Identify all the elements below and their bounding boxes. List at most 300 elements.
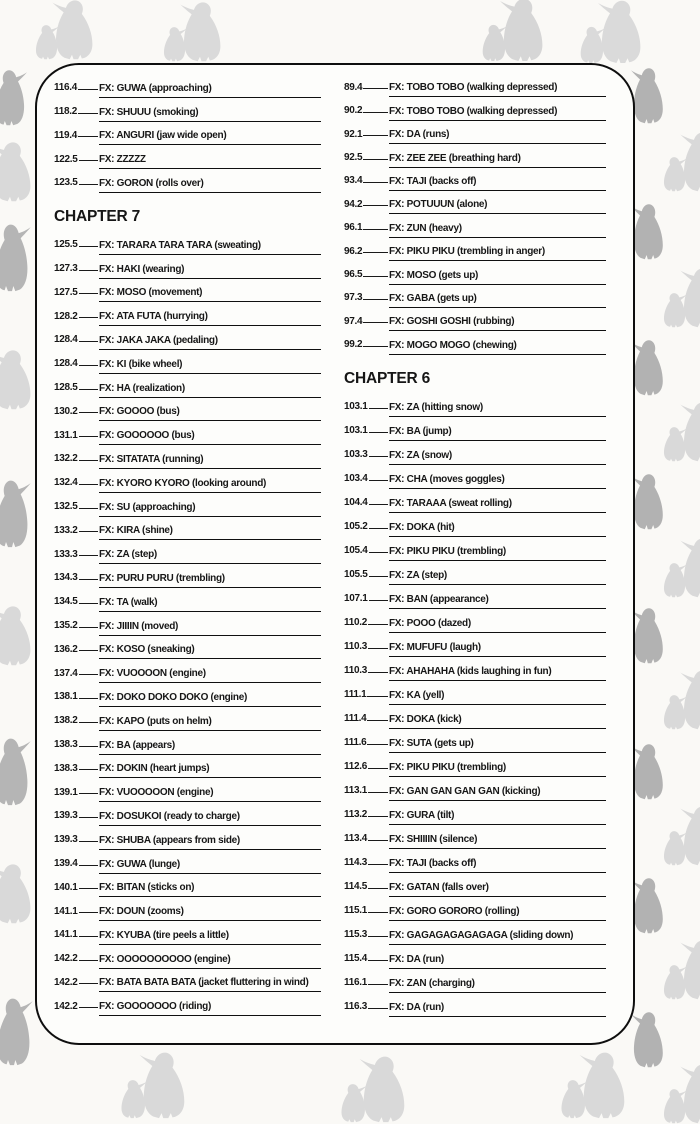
leader-line (79, 365, 98, 366)
page-panel-number: 107.1 (344, 593, 368, 605)
fx-entry-row (344, 945, 606, 969)
leader-line (363, 229, 388, 230)
fx-entry-row (344, 97, 606, 120)
entry-lead (344, 809, 389, 825)
fx-text: FX: DOKA (kick) (389, 714, 606, 729)
fx-entry-row (54, 374, 321, 398)
leader-line (369, 432, 388, 433)
entry-lead (344, 953, 389, 969)
entry-lead (54, 263, 99, 279)
page-panel-number: 125.5 (54, 239, 78, 251)
fx-text: FX: DOUN (zooms) (99, 906, 321, 921)
page-panel-number: 94.2 (344, 198, 363, 210)
page-panel-number: 115.1 (344, 905, 367, 917)
entry-lead (344, 246, 389, 262)
fx-text: FX: DA (run) (389, 1002, 606, 1017)
page-panel-number: 119.4 (54, 129, 77, 141)
fx-text: FX: GOSHI GOSHI (rubbing) (389, 316, 606, 331)
fx-text: FX: TARARA TARA TARA (sweating) (99, 240, 321, 255)
chapter-7-heading: CHAPTER 7 (54, 207, 141, 225)
fx-text: FX: DA (runs) (389, 129, 606, 144)
page-panel-number: 142.2 (54, 953, 78, 965)
leader-line (363, 88, 388, 89)
leader-line (79, 793, 98, 794)
entry-lead (344, 665, 389, 681)
fx-entry-row (344, 191, 606, 214)
page-panel-number: 97.3 (344, 292, 363, 304)
fx-text: FX: OOOOOOOOOO (engine) (99, 954, 321, 969)
fx-entry-row (54, 921, 321, 945)
page-panel-number: 140.1 (54, 881, 78, 893)
entry-lead (54, 477, 99, 493)
entry-lead (344, 881, 389, 897)
leader-line (79, 460, 98, 461)
fx-text: FX: PIKU PIKU (trembling) (389, 762, 606, 777)
entry-lead (344, 977, 389, 993)
fx-entry-row (344, 993, 606, 1017)
page-panel-number: 134.3 (54, 572, 78, 584)
fx-text: FX: ZA (step) (389, 570, 606, 585)
penguin-pair-icon (650, 130, 700, 192)
entry-lead (344, 641, 389, 657)
fx-entry-row (54, 755, 321, 779)
page-panel-number: 105.5 (344, 569, 368, 581)
fx-entry-row (344, 261, 606, 284)
fx-entry-row (54, 778, 321, 802)
entry-lead (344, 833, 389, 849)
page-panel-number: 118.2 (54, 106, 77, 118)
fx-entry-row (344, 489, 606, 513)
fx-text: FX: JIIIIN (moved) (99, 621, 321, 636)
page-panel-number: 128.5 (54, 382, 78, 394)
fx-text: FX: ZAN (charging) (389, 978, 606, 993)
leader-line (363, 252, 388, 253)
penguin-pair-icon (650, 804, 700, 866)
page-panel-number: 105.4 (344, 545, 368, 557)
fx-text: FX: GUWA (lunge) (99, 859, 321, 874)
entry-lead (54, 620, 99, 636)
fx-text: FX: DOKO DOKO DOKO (engine) (99, 692, 321, 707)
page-panel-number: 92.1 (344, 128, 363, 140)
entry-lead (54, 549, 99, 565)
leader-line (79, 698, 98, 699)
page-panel-number: 114.3 (344, 857, 367, 869)
fx-entry-row (54, 74, 321, 98)
entry-lead (344, 152, 389, 168)
leader-line (368, 816, 388, 817)
leader-line (79, 160, 98, 161)
fx-text: FX: DOKIN (heart jumps) (99, 763, 321, 778)
entry-lead (344, 857, 389, 873)
entry-lead (344, 316, 389, 332)
fx-entry-row (344, 729, 606, 753)
leader-line (363, 112, 388, 113)
leader-line (79, 246, 98, 247)
leader-line (78, 113, 98, 114)
leader-line (79, 865, 98, 866)
entry-lead (54, 525, 99, 541)
penguin-pair-icon (0, 140, 32, 202)
fx-entry-row (344, 585, 606, 609)
page-panel-number: 132.5 (54, 501, 78, 513)
page-panel-number: 122.5 (54, 153, 78, 165)
fx-text: FX: TA (walk) (99, 597, 321, 612)
entry-lead (54, 1001, 99, 1017)
entry-lead (54, 501, 99, 517)
fx-text: FX: GAN GAN GAN GAN (kicking) (389, 786, 606, 801)
fx-text: FX: SHIIIIN (silence) (389, 834, 606, 849)
leader-line (78, 136, 98, 137)
fx-entry-row (344, 308, 606, 331)
entry-lead (344, 713, 389, 729)
fx-entry-row (54, 826, 321, 850)
page-panel-number: 116.4 (54, 82, 77, 94)
leader-line (367, 744, 388, 745)
entry-lead (344, 905, 389, 921)
entry-lead (54, 834, 99, 850)
penguin-pair-icon (566, 0, 642, 64)
entry-lead (344, 105, 389, 121)
fx-entry-row (344, 657, 606, 681)
fx-entry-row (54, 350, 321, 374)
leader-line (79, 627, 98, 628)
penguin-pair-icon (650, 668, 700, 730)
page-panel-number: 110.3 (344, 641, 367, 653)
entry-lead (54, 691, 99, 707)
fx-glossary-panel (35, 63, 635, 1045)
fx-text: FX: TARAAA (sweat rolling) (389, 498, 606, 513)
fx-entry-row (54, 731, 321, 755)
entry-lead (344, 929, 389, 945)
leader-line (79, 412, 98, 413)
page-panel-number: 96.2 (344, 245, 363, 257)
page-panel-number: 139.3 (54, 834, 78, 846)
fx-entry-row (54, 122, 321, 146)
fx-entry-row (54, 169, 321, 193)
leader-line (79, 983, 98, 984)
entry-lead (54, 130, 99, 146)
leader-line (368, 864, 388, 865)
fx-entry-row (54, 469, 321, 493)
page-panel-number: 116.3 (344, 1001, 367, 1013)
fx-entry-row (344, 417, 606, 441)
fx-entry-row (344, 633, 606, 657)
leader-line (369, 600, 388, 601)
page-panel-number: 127.5 (54, 286, 78, 298)
penguin-pair-icon (650, 400, 700, 462)
fx-entry-row (344, 513, 606, 537)
fx-entry-row (54, 564, 321, 588)
chapter-6-list (344, 393, 606, 1017)
fx-entry-row (344, 801, 606, 825)
page-panel-number: 110.3 (344, 665, 367, 677)
fx-text: FX: TOBO TOBO (walking depressed) (389, 82, 606, 97)
fx-entry-row (344, 537, 606, 561)
entry-lead (344, 617, 389, 633)
leader-line (78, 89, 98, 90)
fx-text: FX: TAJI (backs off) (389, 858, 606, 873)
entry-lead (344, 1001, 389, 1017)
entry-lead (344, 129, 389, 145)
page-panel-number: 139.3 (54, 810, 78, 822)
fx-entry-row (54, 231, 321, 255)
fx-entry-row (54, 279, 321, 303)
fx-text: FX: GORON (rolls over) (99, 178, 321, 193)
entry-lead (54, 858, 99, 874)
page-panel-number: 142.2 (54, 1000, 78, 1012)
penguin-icon (0, 478, 34, 548)
page-panel-number: 135.2 (54, 620, 78, 632)
fx-text: FX: POTUUUN (alone) (389, 199, 606, 214)
penguin-pair-icon (650, 938, 700, 1000)
page-panel-number: 138.3 (54, 762, 78, 774)
page-panel-number: 139.1 (54, 786, 78, 798)
entry-lead (54, 787, 99, 803)
page-panel-number: 110.2 (344, 617, 367, 629)
fx-entry-row (54, 493, 321, 517)
leader-line (79, 579, 98, 580)
page-panel-number: 130.2 (54, 405, 78, 417)
page-panel-number: 114.5 (344, 881, 367, 893)
fx-entry-row (344, 144, 606, 167)
fx-text: FX: TOBO TOBO (walking depressed) (389, 106, 606, 121)
leader-line (363, 159, 388, 160)
fx-entry-row (344, 238, 606, 261)
fx-text: FX: MOSO (gets up) (389, 270, 606, 285)
leader-line (368, 1008, 388, 1009)
leader-line (363, 322, 388, 323)
fx-entry-row (54, 517, 321, 541)
entry-lead (54, 358, 99, 374)
entry-lead (54, 382, 99, 398)
chapter-7-list (54, 231, 321, 1016)
fx-entry-row (344, 897, 606, 921)
entry-lead (54, 287, 99, 303)
entry-lead (344, 521, 389, 537)
fx-entry-row (54, 683, 321, 707)
entry-lead (344, 339, 389, 355)
leader-line (79, 1007, 98, 1008)
page-panel-number: 128.2 (54, 310, 78, 322)
chapter-6-heading: CHAPTER 6 (344, 369, 431, 387)
page-panel-number: 103.3 (344, 449, 368, 461)
entry-lead (344, 425, 389, 441)
page-panel-number: 96.1 (344, 222, 363, 234)
entry-lead (344, 761, 389, 777)
entry-lead (344, 82, 389, 98)
leader-line (79, 960, 98, 961)
fx-text: FX: SHUUU (smoking) (99, 107, 321, 122)
entry-lead (54, 906, 99, 922)
entry-lead (344, 292, 389, 308)
leader-line (79, 674, 98, 675)
entry-lead (54, 334, 99, 350)
entry-lead (344, 545, 389, 561)
page-panel-number: 103.1 (344, 401, 368, 413)
fx-entry-row (54, 612, 321, 636)
leader-line (363, 276, 388, 277)
leader-line (79, 841, 98, 842)
leader-line (79, 389, 98, 390)
leader-line (363, 299, 388, 300)
fx-entry-row (54, 445, 321, 469)
leader-line (363, 205, 388, 206)
page-panel-number: 113.4 (344, 833, 367, 845)
fx-entry-row (54, 540, 321, 564)
leader-line (369, 504, 388, 505)
entry-lead (54, 715, 99, 731)
fx-text: FX: TAJI (backs off) (389, 176, 606, 191)
fx-text: FX: DOSUKOI (ready to charge) (99, 811, 321, 826)
right-pre-chapter-list (344, 74, 606, 355)
leader-line (367, 696, 388, 697)
leader-line (79, 722, 98, 723)
page-panel-number: 138.3 (54, 739, 78, 751)
page-panel-number: 92.5 (344, 152, 363, 164)
page-panel-number: 128.4 (54, 334, 78, 346)
entry-lead (54, 977, 99, 993)
fx-text: FX: GOOOOOO (bus) (99, 430, 321, 445)
leader-line (79, 769, 98, 770)
fx-text: FX: PIKU PIKU (trembling in anger) (389, 246, 606, 261)
fx-text: FX: VUOOOON (engine) (99, 668, 321, 683)
left-pre-chapter-list (54, 74, 321, 193)
fx-entry-row (54, 145, 321, 169)
fx-entry-row (54, 850, 321, 874)
fx-entry-row (344, 825, 606, 849)
leader-line (79, 184, 98, 185)
penguin-pair-icon (650, 536, 700, 598)
fx-entry-row (344, 168, 606, 191)
fx-text: FX: ZZZZZ (99, 154, 321, 169)
fx-text: FX: ZEE ZEE (breathing hard) (389, 153, 606, 168)
penguin-icon (0, 736, 34, 806)
leader-line (79, 888, 98, 889)
page-panel-number: 133.2 (54, 524, 78, 536)
penguin-pair-icon (0, 604, 32, 666)
page-panel-number: 89.4 (344, 81, 363, 93)
fx-text: FX: ZUN (heavy) (389, 223, 606, 238)
fx-text: FX: PURU PURU (trembling) (99, 573, 321, 588)
penguin-icon (0, 996, 36, 1066)
fx-text: FX: MOGO MOGO (chewing) (389, 340, 606, 355)
page-panel-number: 115.3 (344, 929, 367, 941)
entry-lead (54, 596, 99, 612)
fx-entry-row (54, 421, 321, 445)
fx-text: FX: POOO (dazed) (389, 618, 606, 633)
penguin-pair-icon (326, 1054, 406, 1123)
fx-text: FX: SUTA (gets up) (389, 738, 606, 753)
fx-text: FX: BAN (appearance) (389, 594, 606, 609)
penguin-pair-icon (106, 1050, 186, 1119)
entry-lead (54, 177, 99, 193)
fx-text: FX: BITAN (sticks on) (99, 882, 321, 897)
fx-entry-row (344, 921, 606, 945)
leader-line (79, 270, 98, 271)
entry-lead (344, 269, 389, 285)
page-panel-number: 113.1 (344, 785, 367, 797)
leader-line (79, 341, 98, 342)
leader-line (363, 135, 388, 136)
fx-text: FX: DA (run) (389, 954, 606, 969)
page-panel-number: 115.4 (344, 953, 367, 965)
leader-line (368, 984, 388, 985)
fx-text: FX: ATA FUTA (hurrying) (99, 311, 321, 326)
penguin-pair-icon (22, 0, 94, 60)
fx-entry-row (344, 74, 606, 97)
entry-lead (54, 739, 99, 755)
page-panel-number: 134.5 (54, 596, 78, 608)
leader-line (367, 720, 388, 721)
page-panel-number: 127.3 (54, 263, 78, 275)
fx-entry-row (344, 753, 606, 777)
entry-lead (344, 497, 389, 513)
entry-lead (344, 737, 389, 753)
page-panel-number: 111.4 (344, 713, 367, 725)
entry-lead (54, 406, 99, 422)
fx-text: FX: PIKU PIKU (trembling) (389, 546, 606, 561)
fx-text: FX: HAKI (wearing) (99, 264, 321, 279)
leader-line (369, 408, 388, 409)
fx-entry-row (54, 98, 321, 122)
leader-line (79, 484, 98, 485)
fx-text: FX: GOOOOOOO (riding) (99, 1001, 321, 1016)
fx-text: FX: SHUBA (appears from side) (99, 835, 321, 850)
penguin-pair-icon (650, 266, 700, 328)
entry-lead (54, 763, 99, 779)
entry-lead (344, 175, 389, 191)
fx-text: FX: SITATATA (running) (99, 454, 321, 469)
leader-line (79, 746, 98, 747)
fx-text: FX: ZA (step) (99, 549, 321, 564)
page-panel-number: 112.6 (344, 761, 367, 773)
right-column (344, 74, 606, 1043)
entry-lead (54, 430, 99, 446)
fx-entry-row (344, 609, 606, 633)
page-panel-number: 132.4 (54, 477, 78, 489)
leader-line (368, 648, 388, 649)
entry-lead (344, 593, 389, 609)
entry-lead (54, 154, 99, 170)
fx-entry-row (54, 588, 321, 612)
fx-text: FX: MUFUFU (laugh) (389, 642, 606, 657)
leader-line (363, 182, 388, 183)
page-panel-number: 123.5 (54, 177, 78, 189)
penguin-pair-icon (0, 862, 32, 924)
leader-line (79, 555, 98, 556)
fx-entry-row (344, 121, 606, 144)
penguin-icon (0, 222, 34, 292)
leader-line (79, 436, 98, 437)
leader-line (369, 552, 388, 553)
page-panel-number: 141.1 (54, 929, 78, 941)
fx-entry-row (54, 897, 321, 921)
leader-line (368, 624, 388, 625)
fx-entry-row (344, 561, 606, 585)
page-panel-number: 99.2 (344, 339, 363, 351)
page-panel-number: 128.4 (54, 358, 78, 370)
page-panel-number: 142.2 (54, 976, 78, 988)
fx-text: FX: JAKA JAKA (pedaling) (99, 335, 321, 350)
fx-text: FX: MOSO (movement) (99, 287, 321, 302)
entry-lead (54, 82, 99, 98)
entry-lead (54, 953, 99, 969)
entry-lead (344, 473, 389, 489)
fx-text: FX: ZA (snow) (389, 450, 606, 465)
entry-lead (344, 569, 389, 585)
entry-lead (54, 644, 99, 660)
page-panel-number: 131.1 (54, 429, 78, 441)
